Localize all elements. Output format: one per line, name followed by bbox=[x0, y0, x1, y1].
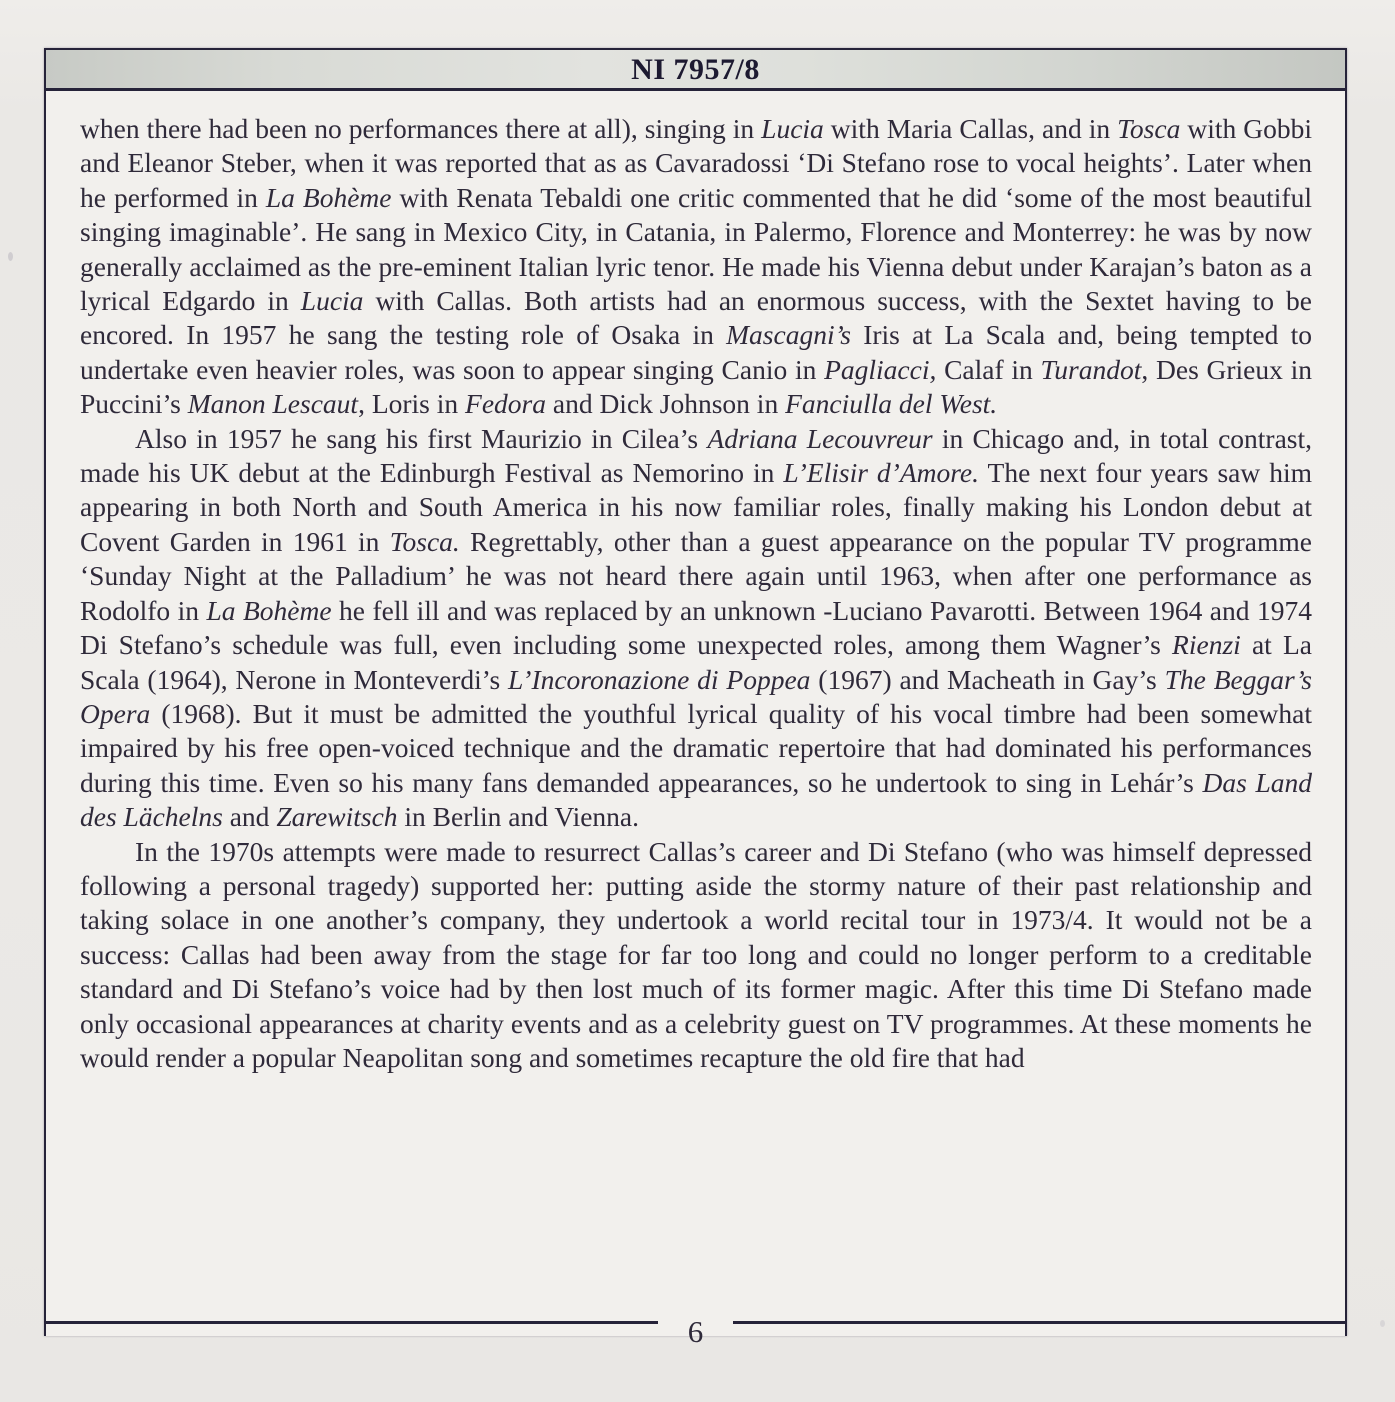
catalog-number: NI 7957/8 bbox=[631, 52, 760, 86]
paragraph: In the 1970s attempts were made to resurrect Callas’s career and Di Stefano (who was himself depressed following a personal tragedy) supported her: putting aside the stormy nature of their past relationship and taking solace in one another’s company, they undertook a world recital tour in 1973/4. It would not be a success: Callas had been away from the stage for far too long and could no longer perform to a creditable standard and Di Stefano’s voice had by then lost much of its former magic. After this time Di Stefano made only occasional appearances at charity events and as a celebrity guest on TV programmes. At these moments he would render a popular Neapolitan song and sometimes recapture the old fire that had bbox=[80, 835, 1312, 1073]
footer bbox=[44, 1307, 1347, 1349]
scan-speck bbox=[8, 252, 13, 261]
paragraph: Also in 1957 he sang his first Maurizio in Cilea’s Adriana Lecouvreur in Chicago and, in total contrast, made his UK debut at the Edinburgh Festival as Nemorino in L’Elisir d’Amore. The next four years saw him appearing in both North and South America in his now familiar roles, finally making his London debut at Covent Garden in 1961 in Tosca. Regrettably, other than a guest appearance on the popular TV programme ‘Sunday Night at the Palladium’ he was not heard there again until 1963, when after one performance as Rodolfo in La Bohème he fell ill and was replaced by an unknown -Luciano Pavarotti. Between 1964 and 1974 Di Stefano’s schedule was full, even including some unexpected roles, among them Wagner’s Rienzi at La Scala (1964), Nerone in Monteverdi’s L’Incoronazione di Poppea (1967) and Macheath in Gay’s The Beggar’s Opera (1968). But it must be admitted the youthful lyrical quality of his vocal timbre had been somewhat impaired by his free open-voiced technique and the dramatic repertoire that had dominated his performances during this time. Even so his many fans demanded appearances, so he undertook to sing in Lehár’s Das Land des Lächelns and Zarewitsch in Berlin and Vienna. bbox=[80, 422, 1312, 833]
booklet-page bbox=[44, 48, 1347, 1349]
footer-rule-right bbox=[733, 1321, 1347, 1324]
footer-rule-left bbox=[44, 1321, 658, 1324]
header-bar bbox=[46, 50, 1345, 91]
paragraph: when there had been no performances there at all), singing in Lucia with Maria Callas, and in Tosca with Gobbi and Eleanor Steber, when it was reported that as as Cavaradossi ‘Di Stefano rose to vocal heights’. Later when he performed in La Bohème with Renata Tebaldi one critic commented that he did ‘some of the most beautiful singing imaginable’. He sang in Mexico City, in Catania, in Palermo, Florence and Monterrey: he was by now generally acclaimed as the pre-eminent Italian lyric tenor. He made his Vienna debut under Karajan’s baton as a lyrical Edgardo in Lucia with Callas. Both artists had an enormous success, with the Sextet having to be encored. In 1957 he sang the testing role of Osaka in Mascagni’s Iris at La Scala and, being tempted to undertake even heavier roles, was soon to appear singing Canio in Pagliacci, Calaf in Turandot, Des Grieux in Puccini’s Manon Lescaut, Loris in Fedora and Dick Johnson in Fanciulla del West. bbox=[80, 113, 1313, 420]
page-number: 6 bbox=[687, 1314, 704, 1349]
body-text bbox=[46, 91, 1345, 1075]
scan-speck bbox=[1380, 1320, 1385, 1327]
